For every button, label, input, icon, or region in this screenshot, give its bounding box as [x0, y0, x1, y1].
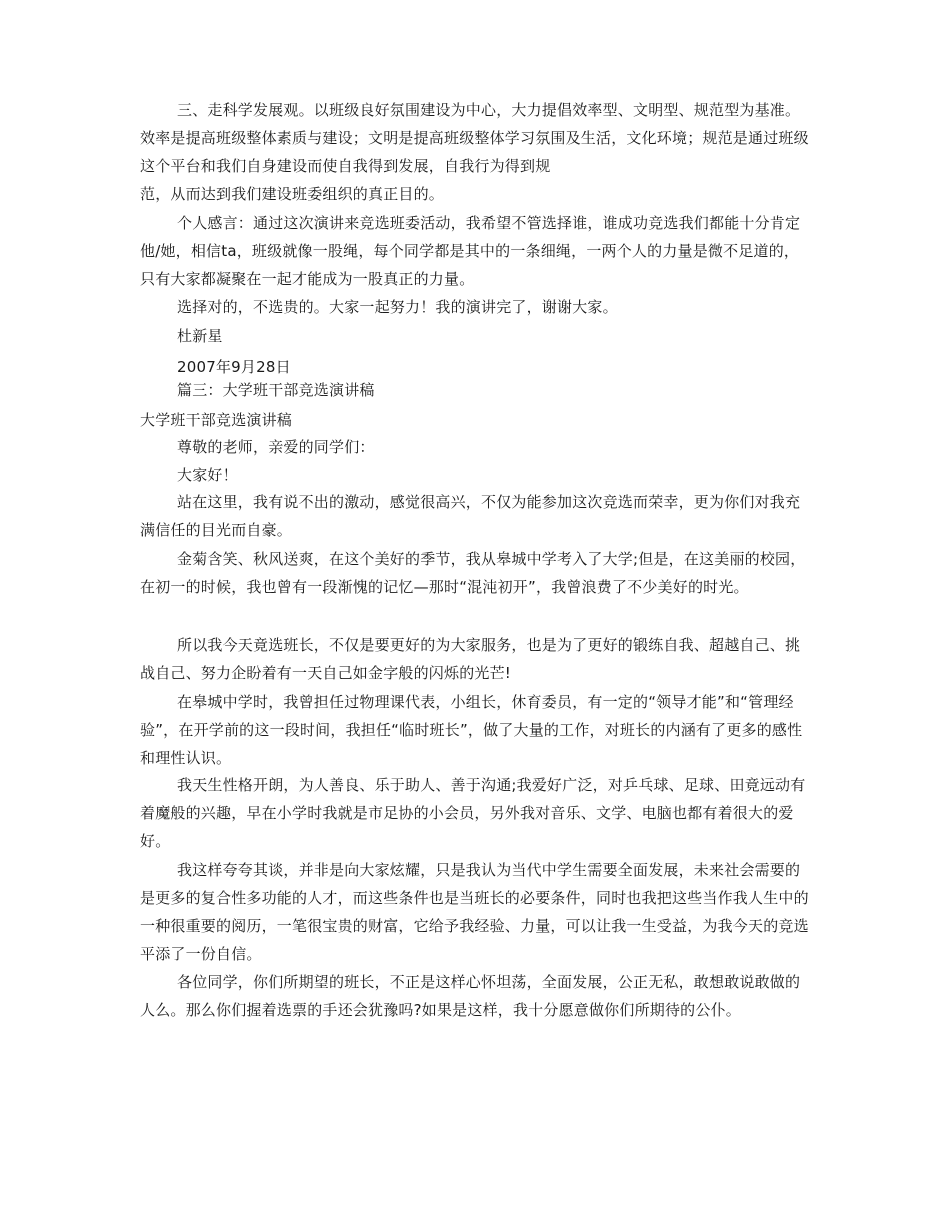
section-heading: 篇三：大学班干部竞选演讲稿 [177, 381, 375, 399]
author-name: 杜新星 [177, 327, 223, 345]
paragraph-closing: 选择对的，不选贵的。大家一起努力！我的演讲完了，谢谢大家。 [177, 298, 618, 316]
paragraph-experience: 在皋城中学时，我曾担任过物理课代表，小组长，休育委员，有一定的“领导才能”和“管理经验”，在开学前的这一段时间，我担任“临时班长”，做了大量的工作，对班长的内涵有了更多的感性和理性认识。 [140, 693, 803, 767]
date-line: 2007年9月28日 [177, 358, 291, 376]
paragraph-excitement: 站在这里，我有说不出的激动，感觉很高兴，不仅为能参加这次竞选而荣幸，更为你们对我充满信任的目光而自豪。 [140, 493, 801, 539]
paragraph-development: 我这样夸夸其谈，并非是向大家炫耀，只是我认为当代中学生需要全面发展，未来社会需要的是更多的复合性多功能的人才，而这些条件也是当班长的必要条件，同时也我把这些当作我人生中的一种很重要的阅历，一笔很宝贵的财富，它给予我经验、力量，可以让我一生受益，为我今天的竞选平添了一份自信。 [140, 861, 809, 963]
paragraph-autumn: 金菊含笑、秋风送爽，在这个美好的季节，我从皋城中学考入了大学;但是，在这美丽的校园，在初一的时候，我也曾有一段渐愧的记忆—那时“混沌初开”，我曾浪费了不少美好的时光。 [140, 550, 806, 596]
paragraph-continuation: 范，从而达到我们建设班委组织的真正目的。 [140, 185, 445, 203]
paragraph-reason: 所以我今天竟选班长，不仅是要更好的为大家服务，也是为了更好的锻练自我、超越自己、挑战自己、努力企盼着有一天自己如金字般的闪烁的光芒! [140, 636, 801, 682]
paragraph-personal-thoughts: 个人感言：通过这次演讲来竞选班委活动，我希望不管选择谁，谁成功竞选我们都能十分肯定他/她，相信ta，班级就像一股绳，每个同学都是其中的一条细绳，一两个人的力量是微不足道的，只有大家都凝聚在一起才能成为一股真正的力量。 [140, 214, 801, 288]
speech-title: 大学班干部竞选演讲稿 [140, 411, 293, 429]
greeting: 大家好！ [177, 466, 238, 484]
paragraph-personality: 我天生性格开朗，为人善良、乐于助人、善于沟通;我爱好广泛，对乒乓球、足球、田竟远动有着魔般的兴趣，早在小学时我就是市足协的小会员，另外我对音乐、文学、电脑也都有着很大的爱好。 [140, 776, 806, 850]
salutation: 尊敬的老师，亲爱的同学们： [177, 438, 375, 456]
paragraph-scientific-development: 三、走科学发展观。以班级良好氛围建设为中心，大力提倡效率型、文明型、规范型为基准。效率是提高班级整体素质与建设；文明是提高班级整体学习氛围及生活，文化环境；规范是通过班级这个平台和我们自身建设而使自我得到发展，自我行为得到规 [140, 101, 809, 175]
paragraph-appeal: 各位同学，你们所期望的班长，不正是这样心怀坦荡，全面发展，公正无私，敢想敢说敢做的人么。那么你们握着选票的手还会犹豫吗?如果是这样，我十分愿意做你们所期待的公仆。 [140, 973, 801, 1019]
